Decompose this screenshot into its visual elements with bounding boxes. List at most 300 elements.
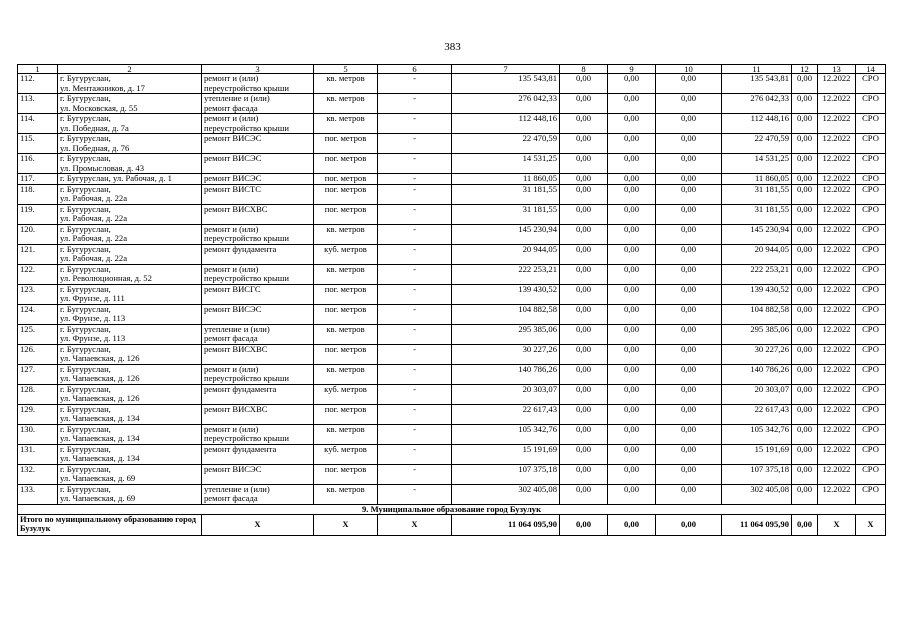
contractor-cell: СРО [856, 404, 886, 424]
address-line: г. Бугуруслан, [60, 384, 111, 394]
value-cell: 0,00 [656, 74, 722, 94]
volume-cell: - [378, 324, 452, 344]
header-cell: 1 [18, 65, 58, 74]
table-row [18, 134, 886, 154]
value-cell: 0,00 [792, 324, 818, 344]
deadline-cell: 12.2022 [818, 424, 856, 444]
amount-cell: 104 882,58 [722, 304, 792, 324]
value-cell: 0,00 [792, 74, 818, 94]
address-line: ул. Фрунзе, д. 113 [60, 333, 126, 343]
unit-cell: куб. метров [314, 244, 378, 264]
amount-cell: 139 430,52 [722, 284, 792, 304]
address-line: ул. Ментажников, д. 17 [60, 82, 145, 93]
amount-cell: 295 385,06 [452, 324, 560, 344]
value-cell: 0,00 [792, 304, 818, 324]
amount-cell: 107 375,18 [722, 464, 792, 484]
table-row [18, 264, 886, 284]
value-cell: 0,00 [792, 264, 818, 284]
amount-cell: 22 617,43 [722, 404, 792, 424]
unit-cell: кв. метров [314, 94, 378, 114]
page-number: 383 [444, 41, 461, 53]
table-row [18, 74, 886, 94]
deadline-cell: 12.2022 [818, 74, 856, 94]
address-cell [58, 344, 202, 364]
work-type-line: ремонт и (или) [204, 264, 259, 274]
value-cell: 0,00 [560, 444, 608, 464]
deadline-cell: 12.2022 [818, 304, 856, 324]
row-number: 128. [18, 384, 58, 404]
unit-cell: куб. метров [314, 444, 378, 464]
table-row [18, 204, 886, 224]
address-line: г. Бугуруслан, [60, 93, 111, 103]
value-cell: 0,00 [792, 244, 818, 264]
amount-cell: 140 786,26 [452, 364, 560, 384]
table-row [18, 384, 886, 404]
address-line: ул. Чапаевская, д. 134 [60, 413, 140, 423]
address-cell [58, 154, 202, 174]
table-row [18, 114, 886, 134]
work-type-line: ремонт фундамента [204, 384, 277, 394]
volume-cell: - [378, 134, 452, 154]
total-label: Итого по муниципальному образованию город Бузулук [18, 514, 202, 535]
unit-cell: пог. метров [314, 404, 378, 424]
amount-cell: 20 303,07 [722, 384, 792, 404]
value-cell: 0,00 [656, 444, 722, 464]
address-line: ул. Фрунзе, д. 113 [60, 313, 126, 323]
work-type-cell [202, 324, 314, 344]
address-line: ул. Рабочая, д. 22а [60, 193, 128, 203]
amount-cell: 30 227,26 [722, 344, 792, 364]
value-cell: 0,00 [656, 464, 722, 484]
unit-cell: пог. метров [314, 344, 378, 364]
deadline-cell: 12.2022 [818, 154, 856, 174]
value-cell: 0,00 [608, 174, 656, 185]
amount-cell: 105 342,76 [452, 424, 560, 444]
address-cell [58, 264, 202, 284]
amount-cell: 22 470,59 [722, 134, 792, 154]
value-cell: 0,00 [608, 224, 656, 244]
total-cell: X [856, 514, 886, 535]
volume-cell: - [378, 174, 452, 185]
work-type-cell [202, 384, 314, 404]
address-cell [58, 304, 202, 324]
value-cell: 0,00 [656, 284, 722, 304]
deadline-cell: 12.2022 [818, 94, 856, 114]
section-title: 9. Муниципальное образование город Бузулук [18, 504, 886, 514]
address-line: г. Бугуруслан, [60, 484, 111, 494]
address-cell [58, 114, 202, 134]
amount-cell: 135 543,81 [452, 74, 560, 94]
header-cell: 6 [378, 65, 452, 74]
value-cell: 0,00 [608, 284, 656, 304]
unit-cell: кв. метров [314, 364, 378, 384]
work-type-line: переустройство крыши [204, 373, 289, 383]
deadline-cell: 12.2022 [818, 224, 856, 244]
value-cell: 0,00 [656, 204, 722, 224]
column-number-row [18, 65, 886, 74]
row-number: 124. [18, 304, 58, 324]
work-type-line: ремонт ВИСТС [204, 184, 262, 194]
address-cell [58, 174, 202, 185]
table-row [18, 324, 886, 344]
amount-cell: 105 342,76 [722, 424, 792, 444]
header-cell: 8 [560, 65, 608, 74]
header-cell: 7 [452, 65, 560, 74]
value-cell: 0,00 [608, 94, 656, 114]
address-cell [58, 324, 202, 344]
row-number: 115. [18, 134, 58, 154]
table-row [18, 94, 886, 114]
work-type-line: ремонт ВИСХВС [204, 344, 268, 354]
contractor-cell: СРО [856, 484, 886, 504]
value-cell: 0,00 [560, 224, 608, 244]
value-cell: 0,00 [792, 344, 818, 364]
volume-cell: - [378, 74, 452, 94]
address-line: г. Бугуруслан, [60, 244, 111, 254]
amount-cell: 104 882,58 [452, 304, 560, 324]
address-line: г. Бугуруслан, ул. Рабочая, д. 1 [60, 173, 172, 183]
total-cell: 0,00 [792, 514, 818, 535]
amount-cell: 145 230,94 [452, 224, 560, 244]
contractor-cell: СРО [856, 464, 886, 484]
deadline-cell: 12.2022 [818, 364, 856, 384]
value-cell: 0,00 [792, 174, 818, 185]
contractor-cell: СРО [856, 114, 886, 134]
value-cell: 0,00 [560, 264, 608, 284]
table-row [18, 444, 886, 464]
value-cell: 0,00 [608, 184, 656, 204]
value-cell: 0,00 [560, 204, 608, 224]
address-line: г. Бугуруслан, [60, 264, 111, 274]
value-cell: 0,00 [608, 134, 656, 154]
value-cell: 0,00 [656, 324, 722, 344]
value-cell: 0,00 [560, 424, 608, 444]
work-type-line: ремонт ВИСГС [204, 284, 261, 294]
work-type-line: ремонт ВИСХВС [204, 204, 268, 214]
value-cell: 0,00 [792, 284, 818, 304]
row-number: 131. [18, 444, 58, 464]
contractor-cell: СРО [856, 94, 886, 114]
value-cell: 0,00 [608, 324, 656, 344]
address-line: г. Бугуруслан, [60, 184, 111, 194]
table-row [18, 304, 886, 324]
work-type-cell [202, 224, 314, 244]
value-cell: 0,00 [656, 404, 722, 424]
contractor-cell: СРО [856, 444, 886, 464]
volume-cell: - [378, 444, 452, 464]
capital-repair-table [17, 64, 886, 536]
deadline-cell: 12.2022 [818, 174, 856, 185]
value-cell: 0,00 [656, 184, 722, 204]
work-type-cell [202, 174, 314, 185]
address-line: ул. Победная, д. 76 [60, 142, 130, 153]
value-cell: 0,00 [792, 134, 818, 154]
address-cell [58, 364, 202, 384]
volume-cell: - [378, 424, 452, 444]
address-line: г. Бугуруслан, [60, 344, 111, 354]
amount-cell: 107 375,18 [452, 464, 560, 484]
volume-cell: - [378, 224, 452, 244]
amount-cell: 14 531,25 [722, 154, 792, 174]
value-cell: 0,00 [792, 204, 818, 224]
work-type-line: утепление и (или) [204, 93, 270, 103]
value-cell: 0,00 [560, 284, 608, 304]
address-line: ул. Чапаевская, д. 69 [60, 493, 136, 503]
header-cell: 2 [58, 65, 202, 74]
value-cell: 0,00 [608, 204, 656, 224]
address-line: ул. Рабочая, д. 22а [60, 233, 128, 243]
value-cell: 0,00 [656, 344, 722, 364]
row-number: 121. [18, 244, 58, 264]
value-cell: 0,00 [560, 404, 608, 424]
work-type-cell [202, 74, 314, 94]
address-line: г. Бугуруслан, [60, 364, 111, 374]
unit-cell: куб. метров [314, 384, 378, 404]
value-cell: 0,00 [608, 364, 656, 384]
header-cell: 9 [608, 65, 656, 74]
amount-cell: 31 181,55 [722, 184, 792, 204]
volume-cell: - [378, 204, 452, 224]
value-cell: 0,00 [792, 464, 818, 484]
work-type-cell [202, 154, 314, 174]
value-cell: 0,00 [608, 404, 656, 424]
row-number: 114. [18, 114, 58, 134]
address-line: ул. Чапаевская, д. 69 [60, 473, 136, 483]
address-cell [58, 94, 202, 114]
deadline-cell: 12.2022 [818, 134, 856, 154]
address-line: г. Бугуруслан, [60, 73, 111, 83]
total-cell: X [818, 514, 856, 535]
deadline-cell: 12.2022 [818, 484, 856, 504]
work-type-cell [202, 114, 314, 134]
value-cell: 0,00 [560, 244, 608, 264]
work-type-cell [202, 484, 314, 504]
value-cell: 0,00 [656, 424, 722, 444]
row-number: 133. [18, 484, 58, 504]
amount-cell: 15 191,69 [452, 444, 560, 464]
deadline-cell: 12.2022 [818, 404, 856, 424]
contractor-cell: СРО [856, 324, 886, 344]
total-cell: X [378, 514, 452, 535]
work-type-line: ремонт фасада [204, 493, 258, 503]
amount-cell: 295 385,06 [722, 324, 792, 344]
volume-cell: - [378, 484, 452, 504]
deadline-cell: 12.2022 [818, 344, 856, 364]
address-line: ул. Московская, д. 55 [60, 102, 138, 113]
address-line: г. Бугуруслан, [60, 224, 111, 234]
work-type-cell [202, 134, 314, 154]
address-line: ул. Рабочая, д. 22а [60, 213, 128, 223]
volume-cell: - [378, 114, 452, 134]
total-cell: 0,00 [608, 514, 656, 535]
value-cell: 0,00 [792, 384, 818, 404]
value-cell: 0,00 [656, 484, 722, 504]
amount-cell: 11 860,05 [722, 174, 792, 185]
work-type-line: переустройство крыши [204, 433, 289, 443]
value-cell: 0,00 [608, 244, 656, 264]
work-type-line: утепление и (или) [204, 324, 270, 334]
total-cell: 0,00 [560, 514, 608, 535]
header-cell: 14 [856, 65, 886, 74]
work-type-cell [202, 284, 314, 304]
value-cell: 0,00 [608, 344, 656, 364]
value-cell: 0,00 [656, 94, 722, 114]
unit-cell: пог. метров [314, 154, 378, 174]
address-line: ул. Рабочая, д. 22а [60, 253, 128, 263]
row-number: 125. [18, 324, 58, 344]
address-line: г. Бугуруслан, [60, 464, 111, 474]
address-cell [58, 244, 202, 264]
header-cell: 10 [656, 65, 722, 74]
volume-cell: - [378, 304, 452, 324]
work-type-cell [202, 444, 314, 464]
contractor-cell: СРО [856, 304, 886, 324]
address-line: г. Бугуруслан, [60, 153, 111, 163]
value-cell: 0,00 [656, 114, 722, 134]
amount-cell: 135 543,81 [722, 74, 792, 94]
total-cell: 11 064 095,90 [452, 514, 560, 535]
value-cell: 0,00 [608, 154, 656, 174]
address-cell [58, 224, 202, 244]
amount-cell: 145 230,94 [722, 224, 792, 244]
amount-cell: 222 253,21 [452, 264, 560, 284]
work-type-line: ремонт и (или) [204, 73, 259, 83]
amount-cell: 15 191,69 [722, 444, 792, 464]
address-line: ул. Чапаевская, д. 134 [60, 453, 140, 463]
row-number: 118. [18, 184, 58, 204]
volume-cell: - [378, 184, 452, 204]
amount-cell: 222 253,21 [722, 264, 792, 284]
value-cell: 0,00 [656, 364, 722, 384]
contractor-cell: СРО [856, 264, 886, 284]
unit-cell: кв. метров [314, 224, 378, 244]
work-type-line: ремонт ВИСХВС [204, 404, 268, 414]
row-number: 122. [18, 264, 58, 284]
contractor-cell: СРО [856, 244, 886, 264]
volume-cell: - [378, 404, 452, 424]
address-cell [58, 134, 202, 154]
work-type-line: ремонт фундамента [204, 244, 277, 254]
work-type-line: ремонт и (или) [204, 364, 259, 374]
work-type-line: ремонт ВИСЭС [204, 464, 262, 474]
work-type-line: ремонт фасада [204, 102, 258, 113]
address-line: г. Бугуруслан, [60, 204, 111, 214]
work-type-line: переустройство крыши [204, 273, 289, 283]
value-cell: 0,00 [792, 444, 818, 464]
table-row [18, 344, 886, 364]
value-cell: 0,00 [608, 264, 656, 284]
address-line: г. Бугуруслан, [60, 424, 111, 434]
header-cell: 3 [202, 65, 314, 74]
amount-cell: 22 470,59 [452, 134, 560, 154]
table-row [18, 154, 886, 174]
amount-cell: 112 448,16 [722, 114, 792, 134]
value-cell: 0,00 [792, 404, 818, 424]
address-line: ул. Чапаевская, д. 126 [60, 353, 140, 363]
row-number: 112. [18, 74, 58, 94]
value-cell: 0,00 [792, 364, 818, 384]
amount-cell: 20 944,05 [722, 244, 792, 264]
volume-cell: - [378, 284, 452, 304]
value-cell: 0,00 [792, 484, 818, 504]
value-cell: 0,00 [608, 74, 656, 94]
contractor-cell: СРО [856, 344, 886, 364]
work-type-line: ремонт фундамента [204, 444, 277, 454]
row-number: 127. [18, 364, 58, 384]
address-line: г. Бугуруслан, [60, 324, 111, 334]
table-row [18, 464, 886, 484]
contractor-cell: СРО [856, 154, 886, 174]
contractor-cell: СРО [856, 424, 886, 444]
work-type-line: ремонт ВИСЭС [204, 153, 262, 163]
value-cell: 0,00 [608, 484, 656, 504]
value-cell: 0,00 [560, 94, 608, 114]
value-cell: 0,00 [560, 154, 608, 174]
address-line: ул. Победная, д. 7а [60, 122, 129, 133]
address-line: г. Бугуруслан, [60, 113, 111, 123]
volume-cell: - [378, 384, 452, 404]
contractor-cell: СРО [856, 74, 886, 94]
amount-cell: 31 181,55 [722, 204, 792, 224]
amount-cell: 276 042,33 [722, 94, 792, 114]
value-cell: 0,00 [560, 114, 608, 134]
deadline-cell: 12.2022 [818, 284, 856, 304]
address-line: ул. Фрунзе, д. 111 [60, 293, 125, 303]
work-type-line: ремонт ВИСЭС [204, 173, 262, 183]
amount-cell: 302 405,08 [452, 484, 560, 504]
table-row [18, 284, 886, 304]
volume-cell: - [378, 154, 452, 174]
total-cell: X [202, 514, 314, 535]
address-cell [58, 284, 202, 304]
row-number: 130. [18, 424, 58, 444]
amount-cell: 139 430,52 [452, 284, 560, 304]
address-cell [58, 444, 202, 464]
address-line: г. Бугуруслан, [60, 284, 111, 294]
deadline-cell: 12.2022 [818, 204, 856, 224]
deadline-cell: 12.2022 [818, 244, 856, 264]
value-cell: 0,00 [560, 304, 608, 324]
value-cell: 0,00 [560, 464, 608, 484]
amount-cell: 31 181,55 [452, 184, 560, 204]
row-number: 113. [18, 94, 58, 114]
deadline-cell: 12.2022 [818, 384, 856, 404]
value-cell: 0,00 [656, 134, 722, 154]
header-cell: 5 [314, 65, 378, 74]
unit-cell: пог. метров [314, 184, 378, 204]
address-cell [58, 74, 202, 94]
total-cell: 11 064 095,90 [722, 514, 792, 535]
address-cell [58, 484, 202, 504]
work-type-line: ремонт ВИСЭС [204, 304, 262, 314]
table-row [18, 364, 886, 384]
table-row [18, 244, 886, 264]
table-row [18, 184, 886, 204]
deadline-cell: 12.2022 [818, 264, 856, 284]
work-type-cell [202, 184, 314, 204]
total-cell: 0,00 [656, 514, 722, 535]
value-cell: 0,00 [656, 174, 722, 185]
unit-cell: кв. метров [314, 74, 378, 94]
contractor-cell: СРО [856, 364, 886, 384]
value-cell: 0,00 [656, 304, 722, 324]
table-row [18, 174, 886, 185]
value-cell: 0,00 [560, 74, 608, 94]
unit-cell: кв. метров [314, 324, 378, 344]
value-cell: 0,00 [792, 154, 818, 174]
contractor-cell: СРО [856, 284, 886, 304]
unit-cell: кв. метров [314, 484, 378, 504]
